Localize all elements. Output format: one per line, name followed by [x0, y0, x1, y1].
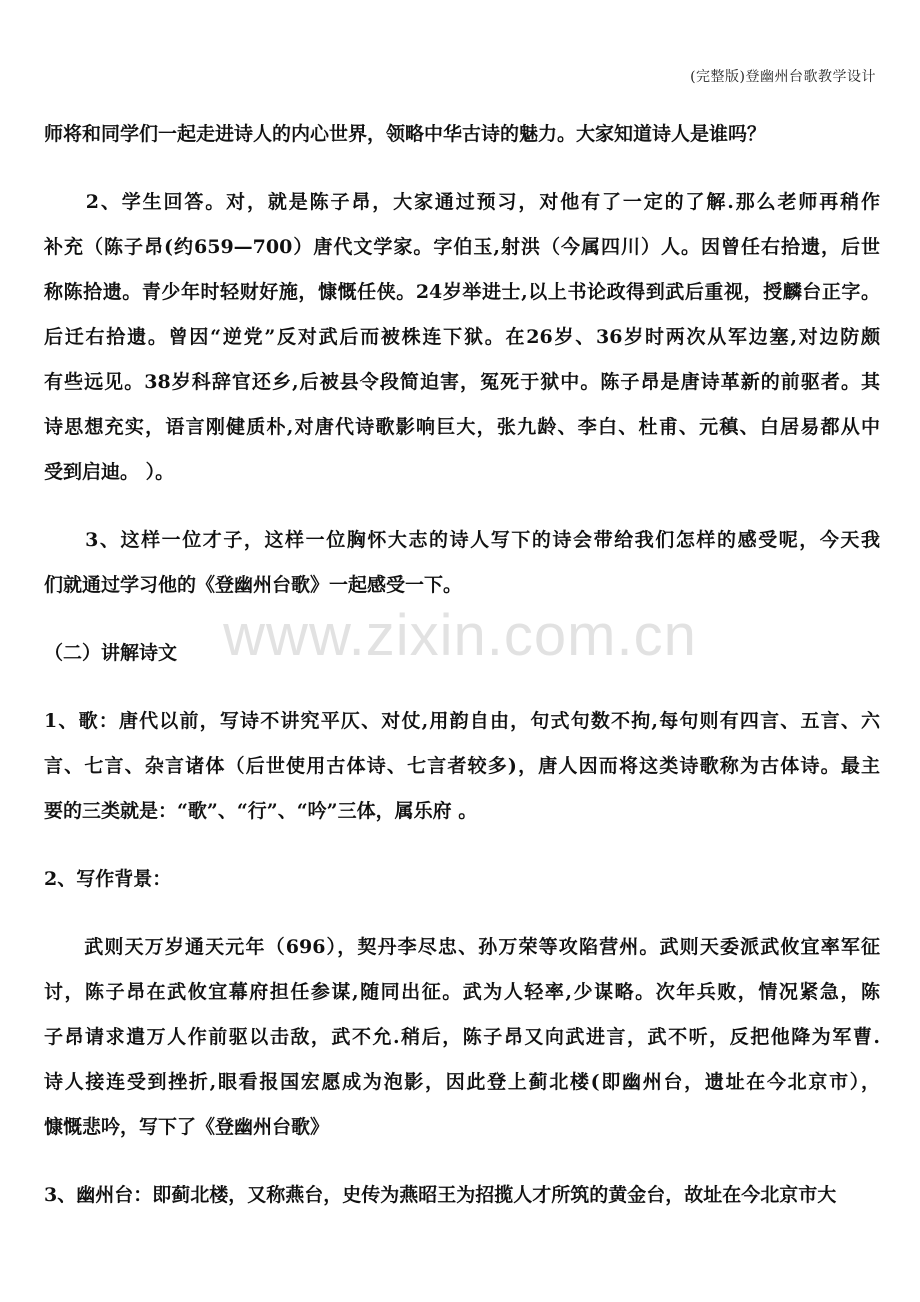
text-line: 2、学生回答。对，就是陈子昂，大家通过预习，对他有了一定的了解.那么老师再稍作 — [44, 191, 880, 213]
text-line: 要的三类就是：“歌”、“行”、“吟”三体，属乐府 。 — [44, 800, 478, 822]
text-line: 讨，陈子昂在武攸宜幕府担任参谋,随同出征。武为人轻率,少谋略。次年兵败，情况紧急，陈 — [44, 981, 880, 1003]
paragraph — [44, 112, 880, 157]
text-line: 称陈拾遗。青少年时轻财好施，慷慨任侠。24岁举进士,以上书论政得到武后重视，授麟台正字。 — [44, 281, 880, 303]
text-line: 言、七言、杂言诸体（后世使用古体诗、七言者较多)，唐人因而将这类诗歌称为古体诗。最主 — [44, 755, 880, 777]
page-header-title: (完整版)登幽州台歌教学设计 — [690, 69, 876, 85]
text-line: 武则天万岁通天元年（696），契丹李尽忠、孙万荣等攻陷营州。武则天委派武攸宜率军征 — [44, 936, 880, 958]
paragraph — [44, 180, 880, 495]
text-line: 3、这样一位才子，这样一位胸怀大志的诗人写下的诗会带给我们怎样的感受呢，今天我 — [44, 529, 880, 551]
paragraph-gap — [44, 495, 880, 518]
paragraph — [44, 857, 880, 902]
watermark: www.zixin.com.cn — [223, 603, 697, 668]
text-line: 有些远见。38岁科辞官还乡,后被县令段简迫害，冤死于狱中。陈子昂是唐诗革新的前驱者。其 — [44, 371, 880, 393]
text-line: 诗思想充实，语言刚健质朴,对唐代诗歌影响巨大，张九龄、李白、杜甫、元稹、白居易都从中 — [44, 416, 880, 438]
paragraph-gap — [44, 676, 880, 699]
paragraph-gap — [44, 608, 880, 631]
text-line: 1、歌：唐代以前，写诗不讲究平仄、对仗,用韵自由，句式句数不拘,每句则有四言、五言、六 — [44, 710, 880, 732]
paragraph — [44, 631, 880, 676]
paragraph — [44, 925, 880, 1150]
paragraph-gap — [44, 834, 880, 857]
document-body — [44, 112, 880, 1218]
paragraph — [44, 1173, 880, 1218]
text-line: 补充（陈子昂(约659—700）唐代文学家。字伯玉,射洪（今属四川）人。因曾任右拾遗，后世 — [44, 236, 880, 258]
paragraph — [44, 699, 880, 834]
paragraph-gap — [44, 902, 880, 925]
text-line: （二）讲解诗文 — [44, 642, 178, 664]
paragraph-gap — [44, 157, 880, 180]
text-line: 子昂请求遣万人作前驱以击敌，武不允.稍后，陈子昂又向武进言，武不听，反把他降为军曹. — [44, 1026, 880, 1048]
text-line: 师将和同学们一起走进诗人的内心世界，领略中华古诗的魅力。大家知道诗人是谁吗？ — [44, 123, 767, 145]
text-line: 后迁右拾遗。曾因“逆党”反对武后而被株连下狱。在26岁、36岁时两次从军边塞,对边防颇 — [44, 326, 880, 348]
text-line: 3、幽州台：即蓟北楼，又称燕台，史传为燕昭王为招揽人才所筑的黄金台，故址在今北京市大 — [44, 1184, 837, 1206]
text-line: 慷慨悲吟，写下了《登幽州台歌》 — [44, 1116, 330, 1138]
text-line: 诗人接连受到挫折,眼看报国宏愿成为泡影，因此登上蓟北楼(即幽州台，遗址在今北京市）， — [44, 1071, 880, 1093]
text-line: 受到启迪。 ）。 — [44, 461, 175, 483]
text-line: 2、写作背景： — [44, 868, 172, 890]
text-line: 们就通过学习他的《登幽州台歌》一起感受一下。 — [44, 574, 463, 596]
paragraph — [44, 518, 880, 608]
paragraph-gap — [44, 1150, 880, 1173]
